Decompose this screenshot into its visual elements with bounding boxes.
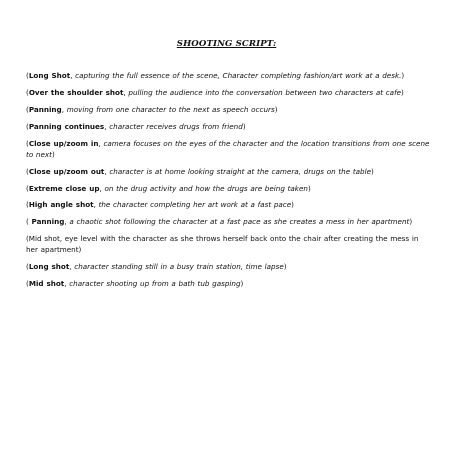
entry-separator: , [61,104,67,114]
entry-close: ) [307,183,311,193]
shot-description: moving from one character to the next as speech occurs [66,104,275,114]
entry-open: ( [26,166,29,176]
entry-close: ) [240,279,244,289]
entry-separator: , [70,71,76,80]
shot-type: Close up/zoom in [28,138,99,148]
shot-entry [26,279,431,290]
shot-entry [26,105,431,116]
shot-entry [26,71,431,82]
entry-open: ( [26,87,29,97]
entry-separator: , [98,138,104,148]
entry-close: ) [283,262,287,272]
shot-description: character is at home looking straight at the camera, drugs on the table [109,166,372,176]
document-title: SHOOTING SCRIPT: [176,39,277,49]
entry-open: ( [26,183,29,193]
shot-description: the character completing her art work at a fast pace [98,200,292,210]
shot-entry-text: (Mid shot, eye level with the character as she throws herself back onto the chair after creating the mess in her apartment) [26,234,419,255]
shot-entry [26,200,431,211]
shot-entry [26,122,431,133]
entry-separator: , [64,217,70,227]
entry-open: ( [26,104,29,114]
shot-type: Long shot [28,262,70,272]
shot-type: Panning continues [28,121,105,131]
shot-type: Panning [28,104,62,114]
entry-open: ( [26,217,32,227]
entry-separator: , [69,262,75,272]
shot-description: pulling the audience into the conversation between two characters at cafe [128,87,402,97]
entry-open: ( [26,121,29,131]
shot-type: Extreme close up [28,183,100,193]
entry-close: ) [371,166,374,176]
shot-entry [26,262,431,273]
shot-entry [26,184,431,195]
entry-open: ( [26,200,29,210]
entry-open: ( [26,279,29,289]
entry-close: ) [401,71,405,80]
entry-close: ) [409,217,413,227]
entry-close: ) [242,121,246,131]
shot-entry [26,217,431,228]
shot-entry [26,88,431,99]
shot-entry [26,139,431,160]
shot-type: Long Shot [28,71,71,80]
shot-description: character shooting up from a bath tub gasping [69,279,241,289]
shot-entry [26,234,431,255]
shot-description: character standing still in a busy train station, time lapse [74,262,284,272]
shot-description: a chaotic shot following the character at a fast pace as she creates a mess in her apartment [69,217,410,227]
shot-description: on the drug activity and how the drugs are being taken [104,183,308,193]
entry-separator: , [104,166,110,176]
shot-type: Close up/zoom out [28,166,105,176]
entry-separator: , [93,200,99,210]
entry-open: ( [26,262,29,272]
entry-close: ) [401,87,404,97]
shot-type: Over the shoulder shot [28,87,124,97]
entry-separator: , [99,183,105,193]
entry-close: ) [51,149,55,159]
shot-entry [26,167,431,178]
shot-type: Mid shot [28,279,65,289]
shot-list [26,71,431,296]
shot-description: camera focuses on the eyes of the character and the location transitions from one scene to next [26,138,430,159]
entry-close: ) [291,200,294,210]
shot-description: capturing the full essence of the scene, Character completing fashion/art work at a desk. [75,71,402,80]
entry-open: ( [26,71,29,80]
entry-separator: , [104,121,110,131]
entry-close: ) [274,104,278,114]
entry-separator: , [123,87,129,97]
shot-type: Panning [31,217,65,227]
shot-type: High angle shot [28,200,94,210]
shot-description: character receives drugs from friend [109,121,243,131]
entry-separator: , [64,279,70,289]
entry-open: ( [26,138,29,148]
